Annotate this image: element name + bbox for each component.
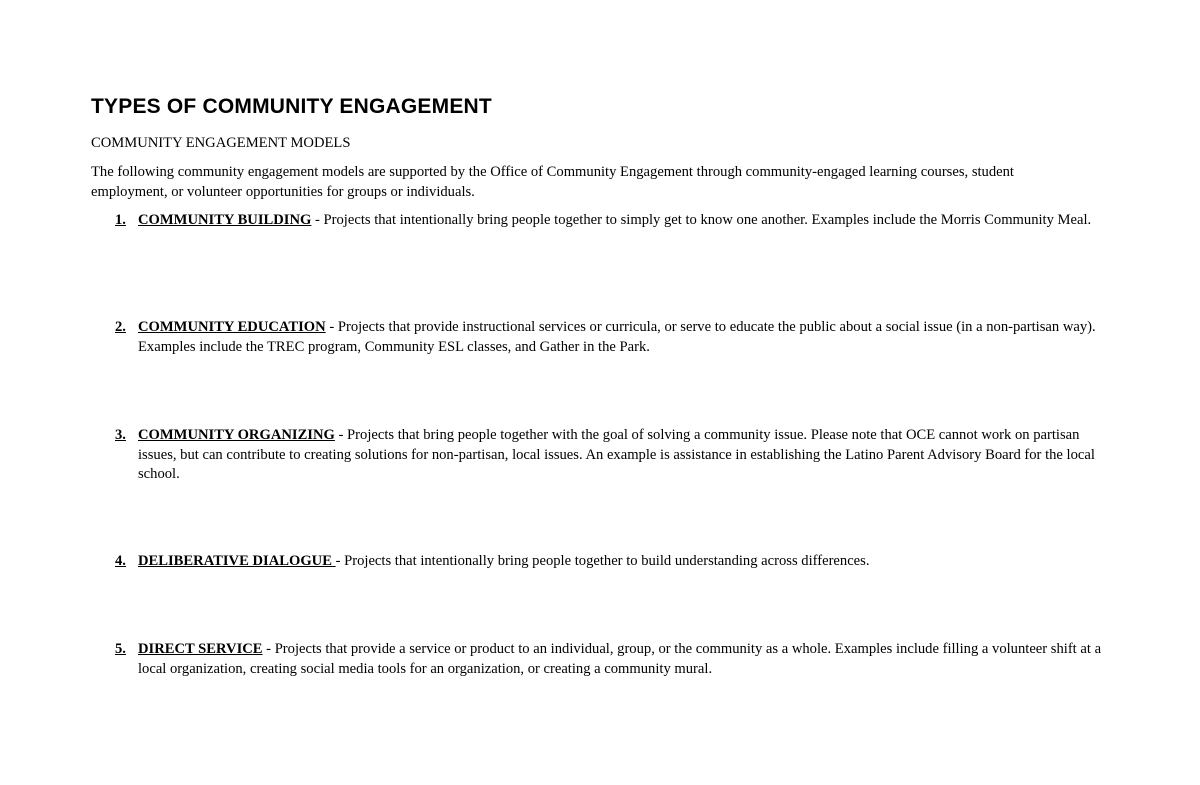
list-item-deliberative-dialogue xyxy=(115,552,1115,572)
list-item-body xyxy=(138,318,1115,357)
list-item-description: - Projects that intentionally bring people together to simply get to know one another. Examples include the Morris Community Meal. xyxy=(311,212,1092,228)
list-item-body xyxy=(138,211,1115,231)
list-item-direct-service xyxy=(115,640,1115,679)
list-item-body xyxy=(138,552,1115,572)
list-item-term: DELIBERATIVE DIALOGUE xyxy=(138,553,336,569)
list-item-description: - Projects that intentionally bring people together to build understanding across differences. xyxy=(335,553,870,569)
list-item-community-organizing xyxy=(115,426,1115,485)
list-item-term: DIRECT SERVICE xyxy=(138,641,263,657)
list-item-term: COMMUNITY ORGANIZING xyxy=(138,427,335,443)
list-item-body xyxy=(138,426,1115,485)
list-item-term: COMMUNITY EDUCATION xyxy=(138,319,326,335)
intro-paragraph: The following community engagement models are supported by the Office of Community Engagement through community-engaged learning courses, student employment, or volunteer opportunities for groups or individuals. xyxy=(91,164,1014,200)
list-item-number: 2. xyxy=(115,319,126,335)
list-item-number: 3. xyxy=(115,427,126,443)
list-item-number: 1. xyxy=(115,212,126,228)
document-subtitle: COMMUNITY ENGAGEMENT MODELS xyxy=(91,135,351,151)
list-item-description: - Projects that provide a service or product to an individual, group, or the community as a whole. Examples include filling a volunteer shift at a local organization, creating social media tools for an organization, or creating a community mural. xyxy=(138,641,1102,677)
list-item-body xyxy=(138,640,1115,679)
document-title: TYPES OF COMMUNITY ENGAGEMENT xyxy=(91,95,492,118)
list-item-community-building xyxy=(115,211,1115,231)
list-item-community-education xyxy=(115,318,1115,357)
list-item-number: 4. xyxy=(115,553,126,569)
list-item-number: 5. xyxy=(115,641,126,657)
list-item-description: - Projects that bring people together with the goal of solving a community issue. Please note that OCE cannot work on partisan issues, but can contribute to creating solutions for non-partisan, local issues. An example is assistance in establishing the Latino Parent Advisory Board for the local school. xyxy=(138,427,1095,482)
list-item-term: COMMUNITY BUILDING xyxy=(138,212,312,228)
list-item-description: - Projects that provide instructional services or curricula, or serve to educate the public about a social issue (in a non-partisan way). Examples include the TREC program, Community ESL classes, and Gather in the Park. xyxy=(138,319,1096,355)
